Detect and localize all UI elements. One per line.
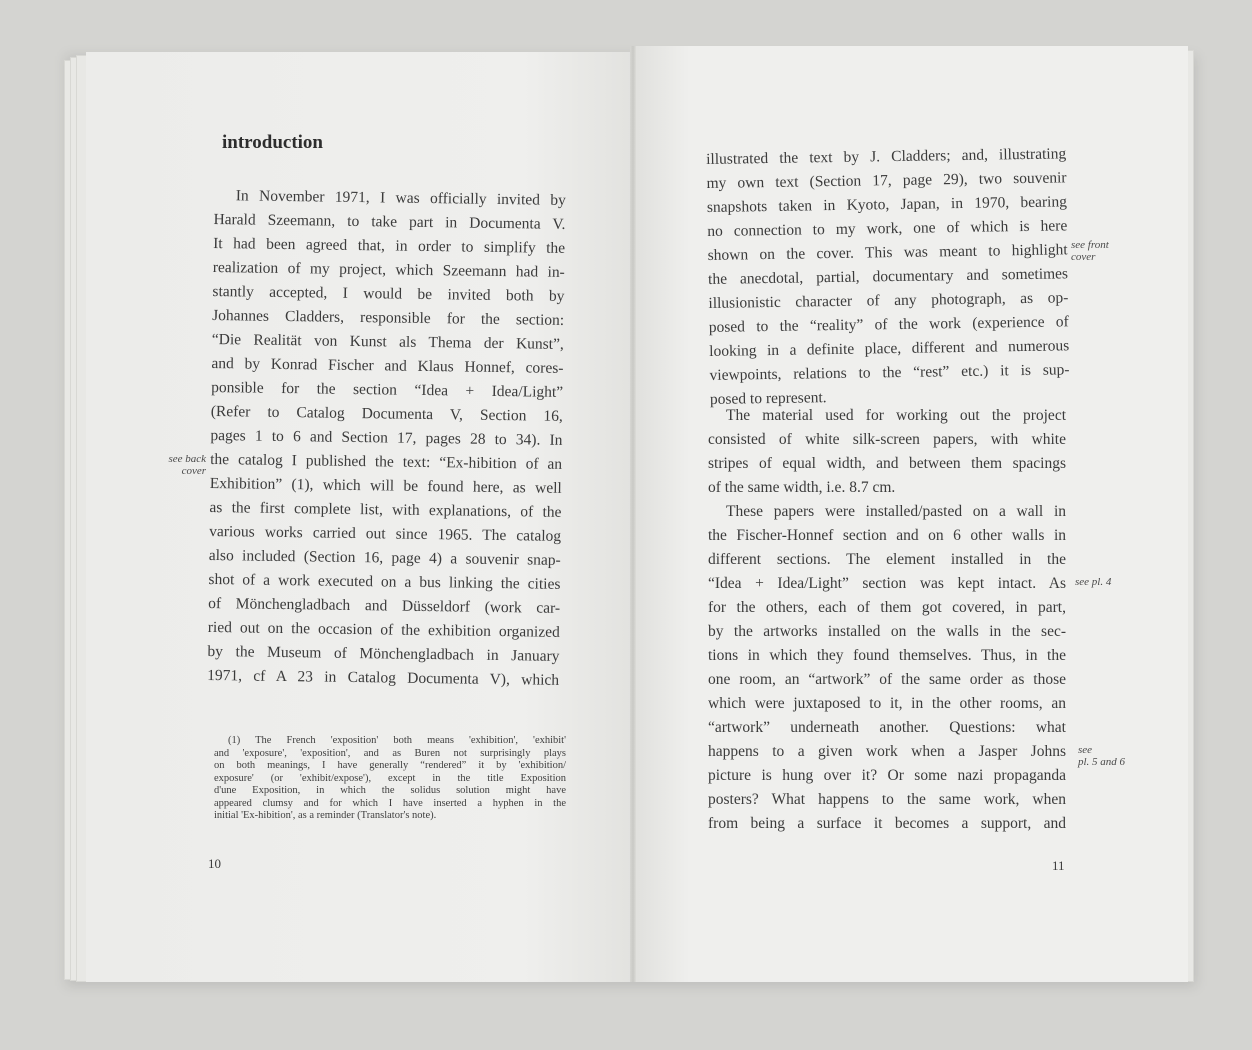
text-line: “Idea + Idea/Light” section was kept intact. As [708, 575, 1066, 592]
right-body-text-2 [708, 404, 1066, 836]
margin-note-line: see [1078, 744, 1093, 756]
text-line: ried out on the occasion of the exhibition organized [207, 618, 560, 641]
text-line: by the artworks installed on the walls in the sec- [708, 623, 1066, 640]
margin-note-line: see front [1071, 239, 1109, 251]
text-line: shown on the cover. This was meant to highlight [707, 241, 1068, 264]
text-line: viewpoints, relations to the “rest” etc.) it is sup- [709, 361, 1070, 384]
text-line: looking in a definite place, different and numerous [709, 337, 1070, 360]
text-line: Johannes Cladders, responsible for the section: [212, 306, 565, 329]
text-line: These papers were installed/pasted on a wall in [726, 503, 1066, 520]
text-line: my own text (Section 17, page 29), two souvenir [706, 169, 1067, 192]
text-line: Exhibition” (1), which will be found here, as well [209, 474, 562, 497]
text-line: as the first complete list, with explanations, of the [209, 498, 562, 521]
page-number-right: 11 [1052, 858, 1065, 873]
text-line: illustrated the text by J. Cladders; and, illustrating [706, 145, 1067, 168]
footnote-line: appeared clumsy and for which I have inserted a hyphen in the [214, 797, 566, 809]
footnote-line: (1) The French 'exposition' both means 'exhibition', 'exhibit' [228, 735, 566, 746]
footnote-line: d'une Exposition, in which the solidus solution might have [214, 785, 566, 796]
text-line: stantly accepted, I would be invited both by [212, 282, 565, 305]
margin-note-back-cover [156, 453, 206, 477]
text-line: of Mönchengladbach and Düsseldorf (work car- [208, 594, 561, 617]
margin-note-line: cover [181, 465, 206, 477]
text-line: which were juxtaposed to it, in the other rooms, an [708, 695, 1066, 712]
margin-note-line: cover [1071, 251, 1096, 263]
text-line: snapshots taken in Kyoto, Japan, in 1970, bearing [706, 193, 1068, 216]
text-line: pages 1 to 6 and Section 17, pages 28 to 34). In [210, 426, 563, 449]
footnote [214, 735, 566, 823]
margin-note-line: see pl. 4 [1075, 576, 1112, 588]
text-line: the catalog I published the text: “Ex-hibition of an [210, 450, 563, 473]
margin-note-front-cover [1071, 239, 1109, 263]
text-line: picture is hung over it? Or some nazi propaganda [708, 767, 1066, 784]
text-line: the anecdotal, partial, documentary and sometimes [707, 265, 1069, 288]
text-line: different sections. The element installed in the [708, 551, 1066, 568]
text-line: 1971, cf A 23 in Catalog Documenta V), which [207, 666, 560, 689]
text-line: from being a surface it becomes a support, and [708, 815, 1066, 832]
text-line: by the Museum of Mönchengladbach in January [207, 642, 560, 665]
text-line: also included (Section 16, page 4) a souvenir snap- [208, 546, 561, 569]
margin-note-pl4 [1075, 576, 1111, 588]
text-line: stripes of equal width, and between them spacings [708, 455, 1066, 472]
text-line: “artwork” underneath another. Questions: what [708, 719, 1066, 736]
text-line: realization of my project, which Szeemann had in- [212, 258, 565, 281]
text-line: tions in which they found themselves. Thus, in the [708, 647, 1066, 664]
text-line: (Refer to Catalog Documenta V, Section 16, [210, 402, 563, 425]
book-gutter [630, 46, 636, 982]
text-line: the Fischer-Honnef section and on 6 other walls in [708, 527, 1066, 544]
right-body-text-1 [706, 142, 1070, 412]
text-line: consisted of white silk-screen papers, with white [708, 431, 1066, 448]
text-line: The material used for working out the project [726, 407, 1066, 424]
footnote-line: exposure' (or 'exhibit/expose'), except in the title Exposition [214, 772, 566, 784]
margin-note-line: see back [168, 453, 206, 465]
text-line: Harald Szeemann, to take part in Documenta V. [213, 210, 566, 233]
text-line: “Die Realität von Kunst als Thema der Kunst”, [211, 330, 564, 353]
margin-note-line: pl. 5 and 6 [1078, 756, 1126, 768]
text-line: various works carried out since 1965. The catalog [209, 522, 562, 545]
text-line: posters? What happens to the same work, when [708, 791, 1066, 808]
footnote-line: initial 'Ex-hibition', as a reminder (Translator's note). [214, 810, 437, 821]
page-number-left: 10 [208, 856, 221, 871]
left-body-text [207, 184, 566, 693]
text-line: happens to a given work when a Jasper Johns [708, 743, 1066, 760]
text-line: posed to represent. [709, 389, 827, 408]
chapter-heading: introduction [222, 132, 324, 153]
footnote-line: on both meanings, I have generally “rendered” it by 'exhibition/ [214, 760, 566, 771]
text-line: and by Konrad Fischer and Klaus Honnef, cores- [211, 354, 564, 377]
text-line: In November 1971, I was officially invited by [235, 187, 566, 209]
text-line: ponsible for the section “Idea + Idea/Light” [211, 378, 564, 401]
text-line: one room, an “artwork” of the same order as those [708, 671, 1066, 688]
text-line: of the same width, i.e. 8.7 cm. [708, 479, 896, 496]
text-line: It had been agreed that, in order to simplify the [213, 234, 566, 257]
footnote-line: and 'exposure', 'exposition', and as Buren not surprisingly plays [214, 747, 566, 759]
text-line: no connection to my work, one of which is here [707, 217, 1068, 240]
text-line: for the others, each of them got covered, in part, [708, 599, 1066, 616]
text-line: illusionistic character of any photograph, as op- [708, 289, 1069, 312]
text-line: posed to the “reality” of the work (experience of [708, 313, 1069, 336]
margin-note-pl5-6 [1078, 744, 1125, 768]
text-line: shot of a work executed on a bus linking the cities [208, 570, 561, 593]
